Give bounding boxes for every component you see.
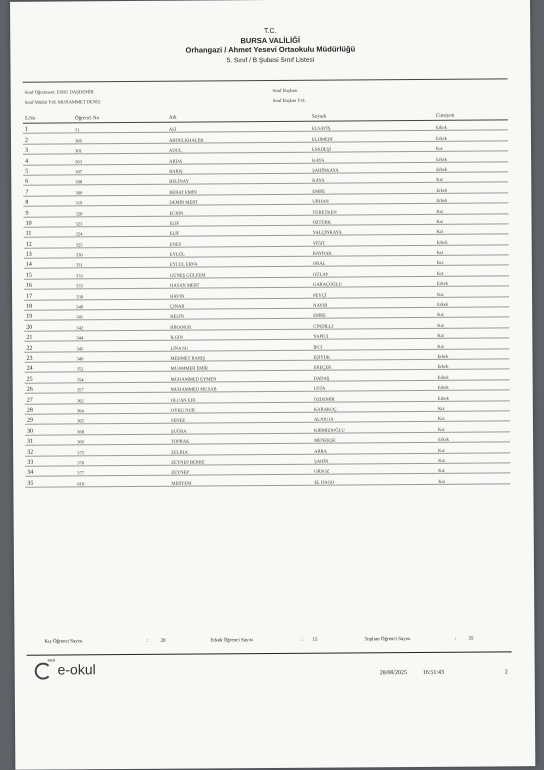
header-school: Orhangazi / Ahmet Yesevi Ortaokulu Müdürlüğü xyxy=(185,44,356,55)
cell-student-no: 616 xyxy=(75,475,169,486)
cell-first-name: TOPRAK xyxy=(169,433,312,444)
cell-last-name: USTA xyxy=(312,380,436,391)
cell-last-name: İPCİ xyxy=(311,339,435,350)
total-count-label: Toplam Öğrenci Sayısı xyxy=(364,637,411,643)
girls-count-colon: : xyxy=(146,638,148,644)
col-first-name: Adı xyxy=(167,113,310,122)
cell-last-name: DADAŞ xyxy=(312,370,436,381)
cell-first-name: ZEYNEP BERRE xyxy=(169,454,312,465)
cell-first-name: ABDULKHALEK xyxy=(167,132,310,143)
cell-sno: 32 xyxy=(25,445,75,456)
cell-gender: Kız xyxy=(435,224,509,235)
cell-first-name: OYKU NUR xyxy=(169,402,312,413)
cell-first-name: HASAN MERT xyxy=(168,277,311,288)
cell-gender: Kız xyxy=(435,245,509,256)
cell-last-name: URHAN xyxy=(310,193,434,204)
cell-first-name: HAVIN xyxy=(168,287,311,298)
cell-last-name: EREÇER xyxy=(312,359,436,370)
cell-last-name: KAYA xyxy=(310,172,434,183)
cell-gender: Erkek xyxy=(434,120,508,131)
cell-student-no: 320 xyxy=(73,205,167,216)
cell-student-no: 341 xyxy=(74,309,168,320)
cell-student-no: 357 xyxy=(75,382,169,393)
girls-count-label: Kız Öğrenci Sayısı xyxy=(44,639,83,645)
cell-first-name: ÇINAR xyxy=(168,298,311,309)
cell-sno: 22 xyxy=(24,341,74,352)
cell-sno: 18 xyxy=(24,300,74,311)
cell-sno: 28 xyxy=(25,403,75,414)
cell-student-no: 309 xyxy=(73,185,167,196)
cell-gender: Kız xyxy=(435,255,509,266)
cell-last-name: KARAKOÇ xyxy=(312,401,436,412)
page-number: 2 xyxy=(504,669,508,676)
cell-sno: 25 xyxy=(25,372,75,383)
col-sno: S.No xyxy=(23,114,73,123)
cell-student-no: 300 xyxy=(73,133,167,144)
cell-first-name: ELİF xyxy=(168,215,311,226)
cell-last-name: PEYÇİ xyxy=(311,287,435,298)
header-governorship: BURSA VALİLİĞİ xyxy=(240,35,301,46)
boys-count-label: Erkek Öğrenci Sayısı xyxy=(210,638,254,644)
cell-last-name: EMRE xyxy=(311,307,435,318)
cell-gender: Erkek xyxy=(435,234,509,245)
cell-gender: Kız xyxy=(434,203,508,214)
cell-gender: Kız xyxy=(435,307,509,318)
cell-first-name: ZEYNEP xyxy=(169,464,312,475)
cell-gender: Kız xyxy=(435,286,509,297)
cell-sno: 14 xyxy=(24,258,74,269)
cell-last-name: ŞAHİNKAYA xyxy=(310,162,434,173)
cell-student-no: 345 xyxy=(74,340,168,351)
cell-first-name: ARDA xyxy=(167,152,310,163)
cell-student-no: 340 xyxy=(74,299,168,310)
cell-gender: Erkek xyxy=(434,130,508,141)
cell-student-no: 365 xyxy=(75,413,169,424)
cell-student-no: 307 xyxy=(73,164,167,175)
cell-sno: 1 xyxy=(23,123,73,134)
cell-student-no: 330 xyxy=(74,247,168,258)
cell-last-name: YAPICI xyxy=(311,328,435,339)
cell-sno: 12 xyxy=(24,237,74,248)
cell-gender: Kız xyxy=(435,328,509,339)
col-gender: Cinsiyeti xyxy=(434,111,508,120)
cell-gender: Erkek xyxy=(435,276,509,287)
cell-last-name: ELSAYİŞ xyxy=(310,120,434,131)
cell-gender: Kız xyxy=(436,463,510,474)
cell-sno: 10 xyxy=(24,216,74,227)
document-page xyxy=(10,0,535,770)
cell-gender: Erkek xyxy=(436,359,510,370)
cell-gender: Kız xyxy=(436,442,510,453)
cell-first-name: BELİNAY xyxy=(167,173,310,184)
cell-sno: 26 xyxy=(25,383,75,394)
cell-first-name: MUHAMMED MUSAB xyxy=(169,381,312,392)
cell-student-no: 308 xyxy=(73,174,167,185)
cell-sno: 21 xyxy=(24,331,74,342)
cell-first-name: ECRİN xyxy=(167,204,310,215)
cell-last-name: ÖZTÜRK xyxy=(311,214,435,225)
cell-last-name: ESKDEŞİ xyxy=(310,141,434,152)
cell-gender: Kız xyxy=(436,473,510,484)
cell-student-no: 354 xyxy=(75,372,169,383)
logo-text: e-okul xyxy=(57,661,96,678)
cell-student-no: 364 xyxy=(75,403,169,414)
cell-student-no: 319 xyxy=(73,195,167,206)
cell-student-no: 377 xyxy=(75,465,169,476)
meta-teacher: Sınıf Öğretmeni: ESRU DAŞDEMİR xyxy=(24,89,94,95)
cell-last-name: YİĞİT xyxy=(311,235,435,246)
cell-first-name: MUAMMER EMİR xyxy=(169,360,312,371)
cell-first-name: HELİN xyxy=(168,308,311,319)
cell-first-name: BARIŞ xyxy=(167,163,310,174)
cell-student-no: 323 xyxy=(74,216,168,227)
cell-first-name: OLCAN EFE xyxy=(169,391,312,402)
cell-student-no: 325 xyxy=(74,237,168,248)
cell-last-name: ORAL xyxy=(311,255,435,266)
cell-student-no: 344 xyxy=(74,330,168,341)
cell-first-name: MUHAMMED EYMEN xyxy=(169,371,312,382)
cell-first-name: ADUL xyxy=(167,142,310,153)
cell-student-no: 349 xyxy=(74,351,168,362)
cell-student-no: 303 xyxy=(73,153,167,164)
cell-last-name: ELHMEDİ xyxy=(310,131,434,142)
cell-first-name: DEMİR MERT xyxy=(167,194,310,205)
header-list-title: 5. Sınıf / B Şubesi Sınıf Listesi xyxy=(226,56,315,65)
cell-last-name: EMRE xyxy=(310,183,434,194)
cell-first-name: ELİF xyxy=(168,225,311,236)
cell-sno: 8 xyxy=(23,196,73,207)
cell-first-name: ŞUĞRA xyxy=(169,423,312,434)
table-row xyxy=(25,473,510,487)
cell-last-name: BAYRAK xyxy=(311,245,435,256)
boys-count-value: 15 xyxy=(312,637,318,643)
cell-sno: 16 xyxy=(24,279,74,290)
cell-gender: Erkek xyxy=(436,369,510,380)
cell-gender: Kız xyxy=(436,421,510,432)
logo-meb-text: MEB xyxy=(47,658,56,663)
cell-sno: 11 xyxy=(24,227,74,238)
cell-gender: Erkek xyxy=(434,193,508,204)
cell-sno: 30 xyxy=(25,424,75,435)
cell-student-no: 333 xyxy=(74,268,168,279)
col-last-name: Soyadı xyxy=(310,112,434,121)
cell-gender: Kız xyxy=(434,213,508,224)
cell-gender: Erkek xyxy=(436,380,510,391)
cell-last-name: GARAÇOĞLU xyxy=(311,276,435,287)
cell-sno: 7 xyxy=(23,185,73,196)
cell-first-name: LİNA SU xyxy=(168,339,311,350)
cell-student-no: 301 xyxy=(73,143,167,154)
cell-last-name: TÜRETKEN xyxy=(310,203,434,214)
cell-first-name: EYLÜL xyxy=(168,246,311,257)
cell-gender: Erkek xyxy=(436,432,510,443)
meta-divider xyxy=(23,78,508,82)
cell-sno: 24 xyxy=(25,362,75,373)
cell-last-name: ARBA xyxy=(312,442,436,453)
cell-sno: 4 xyxy=(23,154,73,165)
cell-gender: Erkek xyxy=(436,390,510,401)
cell-sno: 5 xyxy=(23,164,73,175)
cell-first-name: MERYEM xyxy=(169,474,312,485)
cell-student-no: 335 xyxy=(74,278,168,289)
cell-first-name: ENES xyxy=(168,236,311,247)
cell-last-name: YALÇINKAYA xyxy=(311,224,435,235)
cell-sno: 23 xyxy=(24,351,74,362)
boys-count-colon: : xyxy=(301,637,303,643)
cell-last-name: EŞİYDK xyxy=(311,349,435,360)
cell-last-name: ŞAHİN xyxy=(312,453,436,464)
cell-first-name: BERAT EMİN xyxy=(167,184,310,195)
cell-student-no: 342 xyxy=(74,320,168,331)
cell-student-no: 369 xyxy=(75,434,169,445)
cell-gender: Erkek xyxy=(435,296,509,307)
cell-gender: Kız xyxy=(435,338,509,349)
cell-last-name: ÖZDEMİR xyxy=(312,391,436,402)
cell-last-name: ALJOUJA xyxy=(312,411,436,422)
footer-divider xyxy=(27,651,512,655)
e-okul-logo xyxy=(35,658,96,679)
meta-class-president: Sınıf Başkanı xyxy=(272,87,298,93)
cell-first-name: HİRANUR xyxy=(168,319,311,330)
cell-last-name: ORSOZ xyxy=(312,463,436,474)
cell-gender: Kız xyxy=(436,411,510,422)
cell-student-no: 376 xyxy=(75,455,169,466)
cell-first-name: ZELİHA xyxy=(169,443,312,454)
cell-last-name: KAYA xyxy=(310,152,434,163)
cell-sno: 31 xyxy=(25,435,75,446)
cell-sno: 34 xyxy=(25,466,75,477)
print-time: 16:51:43 xyxy=(422,669,445,676)
cell-student-no: 324 xyxy=(74,226,168,237)
cell-student-no: 375 xyxy=(75,444,169,455)
cell-sno: 2 xyxy=(23,133,73,144)
cell-last-name: CİNDİLLİ xyxy=(311,318,435,329)
meta-class-vice-president: Sınıf Başkan Yrd. xyxy=(272,97,306,103)
cell-gender: Kız xyxy=(435,265,509,276)
print-date: 28/08/2025 xyxy=(379,670,408,677)
cell-gender: Erkek xyxy=(434,151,508,162)
cell-sno: 9 xyxy=(23,206,73,217)
cell-first-name: SENEE xyxy=(169,412,312,423)
cell-gender: Erkek xyxy=(434,161,508,172)
cell-last-name: MENEKŞE xyxy=(312,432,436,443)
cell-gender: Erkek xyxy=(434,182,508,193)
cell-student-no: 338 xyxy=(74,288,168,299)
meta-vice-principal: Sınıf Müdür Yrd: MUHAMMET DENİZ xyxy=(24,99,101,105)
cell-sno: 19 xyxy=(24,310,74,321)
cell-gender: Erkek xyxy=(435,348,509,359)
header-tc: T.C. xyxy=(263,27,277,36)
cell-student-no: 31 xyxy=(73,122,167,133)
cell-student-no: 362 xyxy=(75,392,169,403)
cell-first-name: ILGIN xyxy=(168,329,311,340)
girls-count-value: 20 xyxy=(160,638,166,644)
cell-sno: 17 xyxy=(24,289,74,300)
cell-gender: Kız xyxy=(436,452,510,463)
cell-sno: 3 xyxy=(23,144,73,155)
cell-sno: 35 xyxy=(25,476,75,487)
cell-first-name: MEHMET BARIŞ xyxy=(168,350,311,361)
cell-first-name: EYLÜL ERVA xyxy=(168,256,311,267)
cell-sno: 33 xyxy=(25,455,75,466)
student-table xyxy=(23,111,511,487)
e-okul-logo-icon xyxy=(35,662,52,679)
cell-first-name: ALİ xyxy=(167,121,310,132)
cell-student-no: 331 xyxy=(74,257,168,268)
cell-sno: 6 xyxy=(23,175,73,186)
cell-last-name: NAYIR xyxy=(311,297,435,308)
cell-sno: 29 xyxy=(25,414,75,425)
cell-gender: Kız xyxy=(434,172,508,183)
cell-student-no: 352 xyxy=(75,361,169,372)
cell-student-no: 368 xyxy=(75,424,169,435)
total-count-value: 35 xyxy=(468,636,474,642)
cell-last-name: KIRMIZIOĞLU xyxy=(312,422,436,433)
cell-gender: Kız xyxy=(436,400,510,411)
col-student-no: Öğrenci No xyxy=(73,114,167,123)
cell-sno: 20 xyxy=(24,320,74,331)
cell-sno: 15 xyxy=(24,268,74,279)
cell-first-name: GÜNEŞ GÜLFEM xyxy=(168,267,311,278)
cell-last-name: EL HAGO xyxy=(312,474,436,485)
cell-gender: Kız xyxy=(435,317,509,328)
cell-sno: 27 xyxy=(25,393,75,404)
cell-sno: 13 xyxy=(24,248,74,259)
total-count-colon: : xyxy=(454,636,456,642)
cell-last-name: GÜLAY xyxy=(311,266,435,277)
cell-gender: Kız xyxy=(434,141,508,152)
